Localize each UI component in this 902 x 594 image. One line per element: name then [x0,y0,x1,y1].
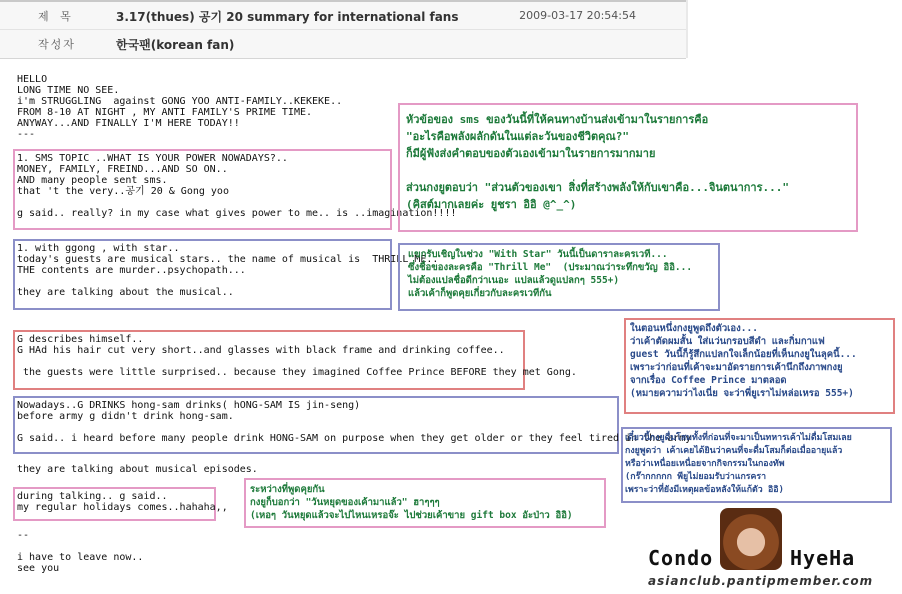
post-date: 2009-03-17 20:54:54 [519,9,636,22]
note-hong-sam: เดี๋ยวนี้กงยูดื่มโสมทั้งที่ก่อนที่จะมาเป็นทหารเค้าไม่ดื่มโสมเลย กงยูพูดว่า เค้าเคยได้ยินว่าคนที่จะดื่มโสมก็ต่อเมื่ออายุแล้ว หรือว่าเหนื่อยเหนื่อยจากกิจกรรมในกองทัพ (กร๊ากกกกก พียูไม่ยอมรับว่าแกรครา เพราะว่าที่ยังมีเหตุผลข้อหลังให้แก้ตัว อิอิ) [625,433,852,495]
section-with-star: 1. with ggong , with star.. today's guests are musical stars.. the name of musical is THRILL ME.. THE contents are murder..psychopath... they are talking about the musical.. [17,243,439,298]
post-header [0,0,686,59]
note-describes-himself: ในตอนหนึ่งกงยูพูดถึงตัวเอง... ว่าเค้าตัดผมสั้น ใส่แว่นกรอบสีดำ และกิ่มกาแฟ guest วันนี้ก็รู้สึกแปลกใจเล็กน้อยที่เห็นกงยูในลุคนี้... เพราะว่าก่อนที่เค้าจะมาอัดรายการเค้านึกถึงภาพกงยู จากเรื่อง Coffee Prince มาตลอด (หมายความว่าไงเนี่ย จะว่าพี่ยูเราไม่หล่อเหรอ 555+) [630,323,857,399]
post-subject: 3.17(thues) 공기 20 summary for international fans [116,10,459,24]
section-hong-sam: Nowadays..G DRINKS hong-sam drinks( hONG-SAM IS jin-seng) before army g didn't drink hong-sam. G said.. i heard before many people drink HONG-SAM on purpose when they get older or they feel tired in the army [17,400,692,444]
note-holidays: ระหว่างที่พูดคุยกัน กงยูก็บอกว่า "วันหยุดของเค้ามาแล้ว" ฮาๆๆๆ (เหอๆ วันหยุดแล้วจะไปไหนเหรอจ๊ะ ไปช่วยเค้าขาย gift box อัะป่าว อิอิ) [250,484,573,521]
section-sms-topic: 1. SMS TOPIC ..WHAT IS YOUR POWER NOWADAYS?.. MONEY, FAMILY, FREIND...AND SO ON.. AND many people sent sms. that 't the very..공기 20 & Gong yoo g said.. really? in my case what gives power to me.. is ..imagination!!!! [17,153,457,219]
subject-row [0,2,686,30]
section-holidays: during talking.. g said.. my regular holidays comes..hahaha,, [17,491,228,513]
section-closing: -- i have to leave now.. see you [17,530,144,574]
brand-name-left: Condo [648,546,714,570]
brand-site: asianclub.pantipmember.com [648,574,874,588]
brand-name-right: HyeHa [790,546,856,570]
note-with-star: แขกรับเชิญในช่วง "With Star" วันนี้เป็นดาราละครเวที... ซึ่งชื่อของละครคือ "Thrill Me" (ประมาณว่าระทึกขวัญ อิอิ... ไม่ต้องแปลชื่อดีกว่าเนอะ แปลแล้วดูแปลกๆ 555+) แล้วเค้าก็พูดคุยเกี่ยวกับละครเวทีกัน [408,249,693,299]
post-author[interactable]: 한국팬(korean fan) [116,38,235,52]
author-label: 작성자 [38,38,76,51]
header-edge [686,0,688,58]
section-musical-episodes: they are talking about musical episodes. [17,464,258,475]
subject-label: 제 목 [38,10,75,23]
note-sms-topic: หัวข้อของ sms ของวันนี้ที่ให้คนทางบ้านส่งเข้ามาในรายการคือ "อะไรคือพลังผลักดันในแต่ละวันของชีวิตคุณ?" ก็มีผู้ฟังส่งคำตอบของตัวเองเข้ามาในรายการมากมาย ส่วนกงยูตอบว่า "ส่วนตัวของเขา สิ่งที่สร้างพลังให้กับเขาคือ...จินตนาการ..." (คิสต์มากเลยค่ะ ยูชรา อิอิ @^_^) [406,113,789,211]
section-describes-himself: G describes himself.. G HAd his hair cut very short..and glasses with black frame and drinking coffee.. the guests were little surprised.. because they imagined Coffee Prince BEFORE they met Gong. [17,334,577,378]
intro-text: HELLO LONG TIME NO SEE. i'm STRUGGLING against GONG YOO ANTI-FAMILY..KEKEKE.. FROM 8-10 AT NIGHT , MY ANTI FAMILY'S PRIME TIME. ANYWAY...AND FINALLY I'M HERE TODAY!! --- [17,74,343,140]
author-row [0,30,686,57]
avatar [720,508,782,570]
